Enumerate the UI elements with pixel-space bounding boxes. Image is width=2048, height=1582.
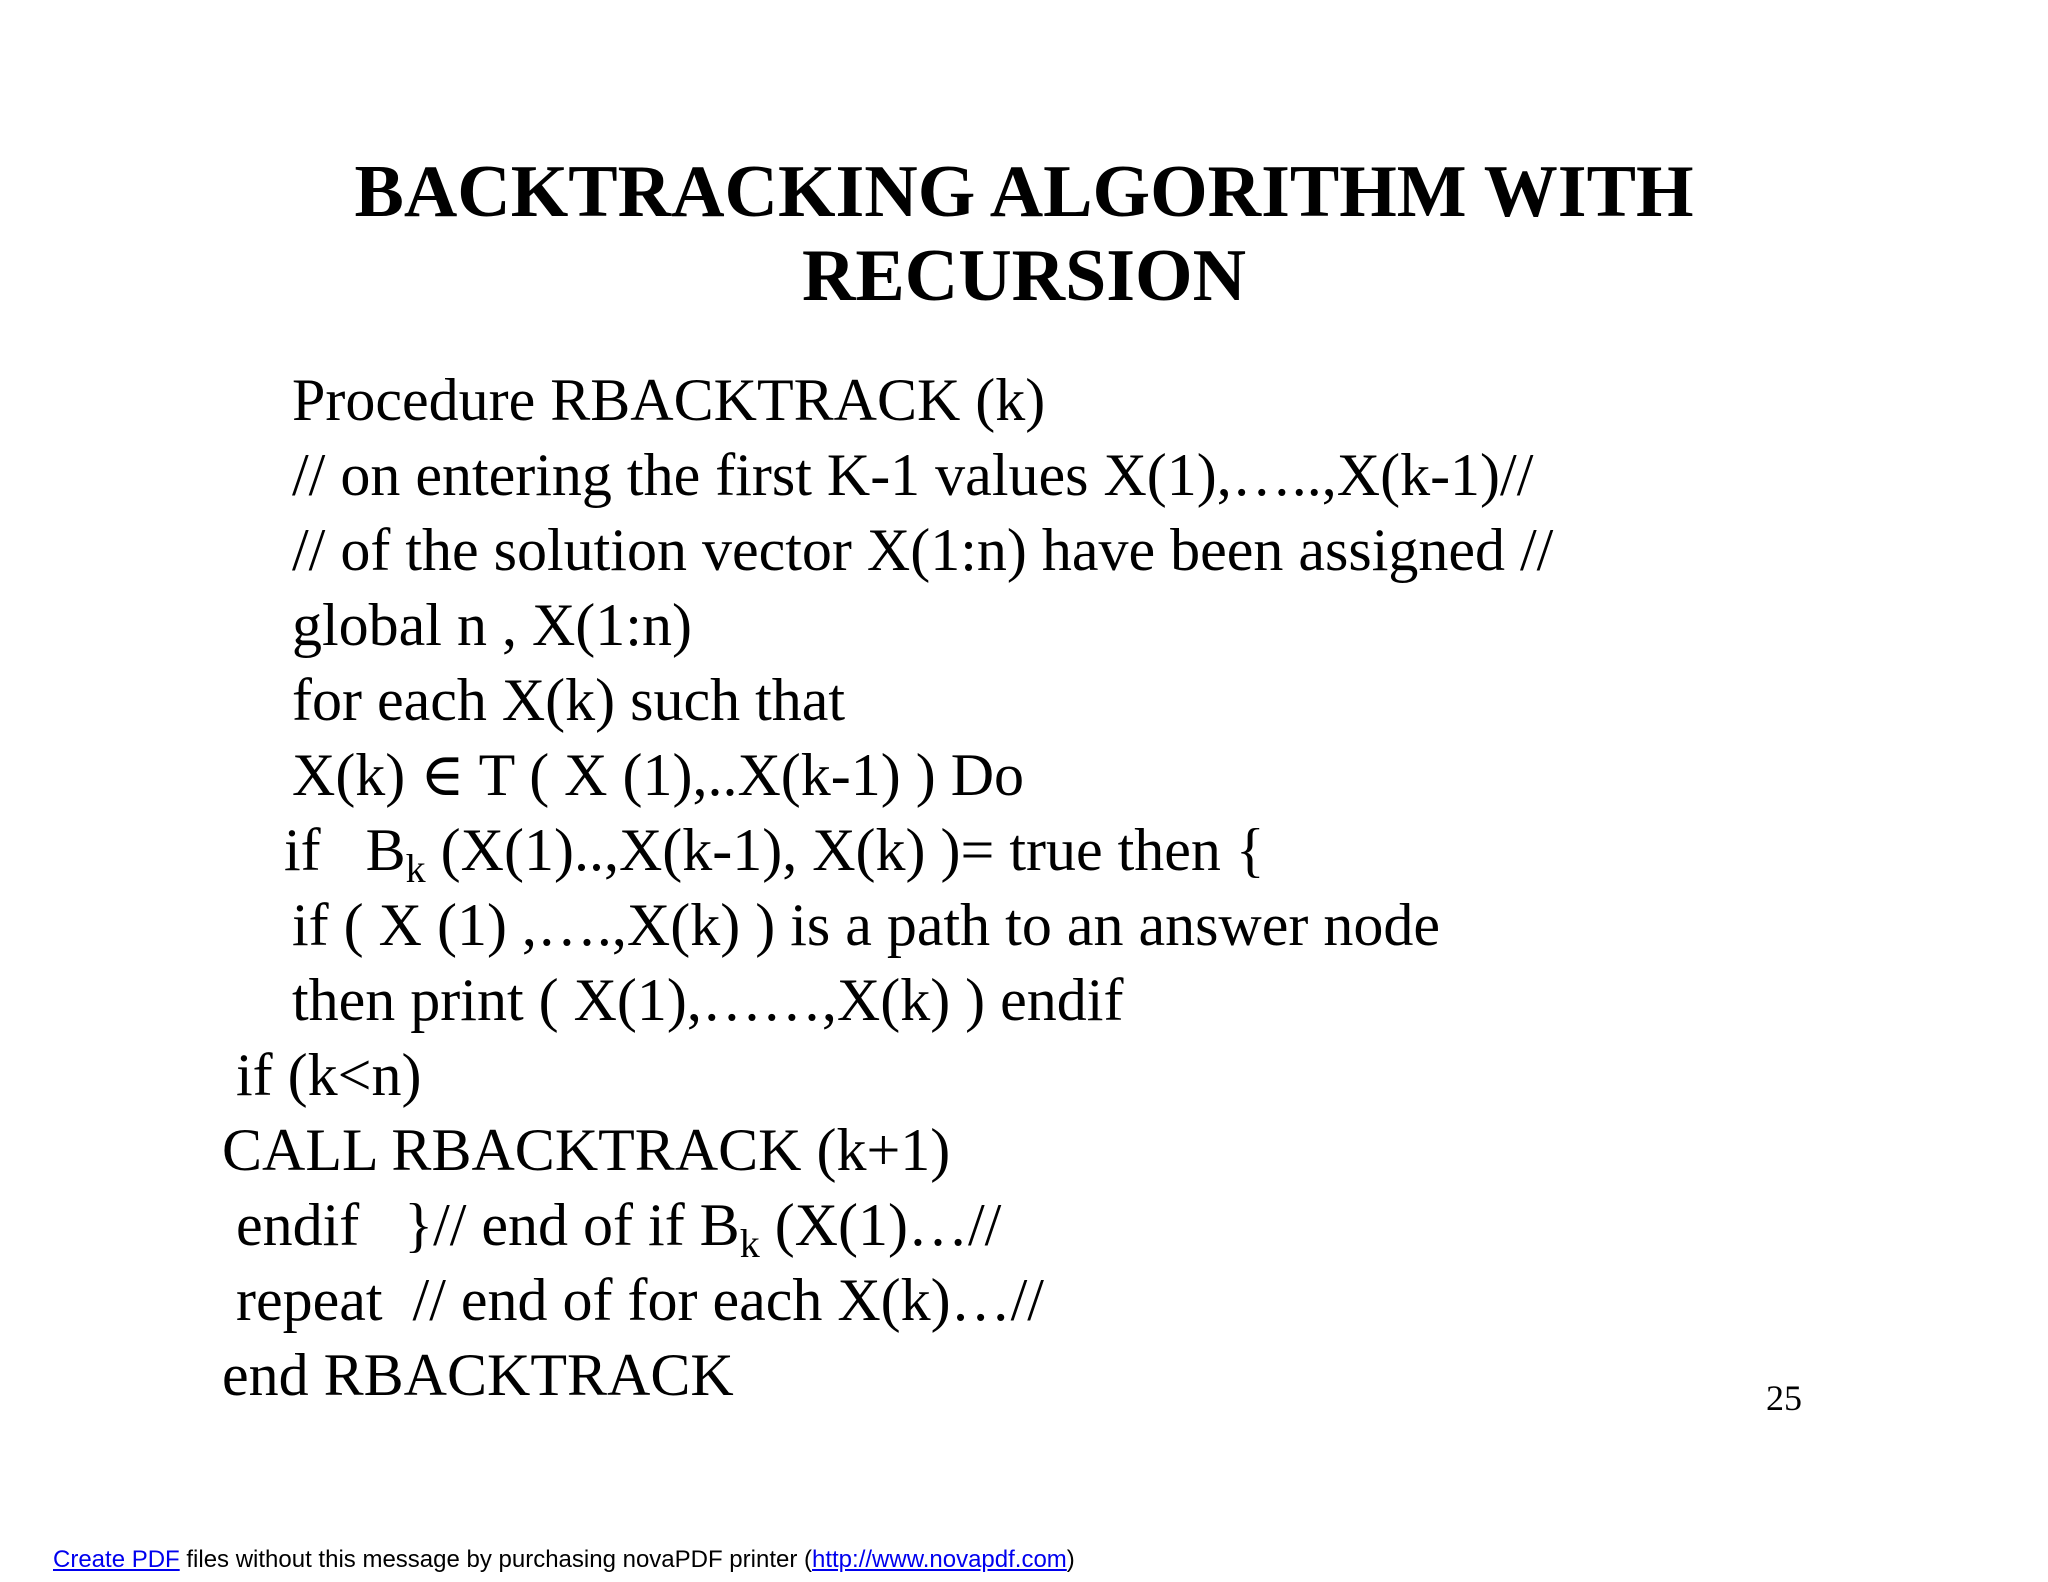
footer-notice (53, 1546, 1075, 1574)
code-line-for-each: for each X(k) such that (292, 667, 846, 733)
code-line-endif-pre: endif }// end of if B (236, 1192, 740, 1258)
slide-title (0, 150, 2048, 318)
code-line-if-bk-post: (X(1)..,X(k-1), X(k) )= true then { (425, 817, 1265, 883)
code-line-global: global n , X(1:n) (292, 592, 692, 658)
code-line-endif-post: (X(1)…// (759, 1192, 1002, 1258)
code-line-endif (236, 1190, 1002, 1266)
subscript-k: k (739, 1221, 760, 1266)
code-line-element-of: X(k) ∈ T ( X (1),..X(k-1) ) Do (292, 742, 1025, 808)
create-pdf-link[interactable]: Create PDF (53, 1546, 180, 1573)
code-line-comment-1: // on entering the first K-1 values X(1),…..,X(k-1)// (292, 442, 1534, 508)
code-line-comment-2: // of the solution vector X(1:n) have been assigned // (292, 517, 1554, 583)
title-line-2: RECURSION (801, 235, 1247, 317)
code-line-procedure: Procedure RBACKTRACK (k) (292, 367, 1046, 433)
code-line-then-print: then print ( X(1),……,X(k) ) endif (292, 967, 1124, 1033)
title-line-1: BACKTRACKING ALGORITHM WITH (354, 151, 1694, 233)
page-number: 25 (1766, 1378, 1802, 1418)
code-line-repeat: repeat // end of for each X(k)…// (236, 1267, 1044, 1333)
code-line-if-bk-pre: if B (284, 817, 406, 883)
footer-end-text: ) (1066, 1546, 1075, 1573)
code-line-end: end RBACKTRACK (222, 1342, 734, 1408)
footer-middle-text: files without this message by purchasing novaPDF printer ( (179, 1546, 812, 1573)
code-line-if-path: if ( X (1) ,….,X(k) ) is a path to an answer node (292, 892, 1440, 958)
code-line-call: CALL RBACKTRACK (k+1) (222, 1117, 951, 1183)
novapdf-url-link[interactable]: http://www.novapdf.com (812, 1546, 1067, 1573)
subscript-k: k (405, 846, 426, 891)
code-line-if-bk (284, 815, 1265, 891)
code-line-if-k-less-n: if (k<n) (236, 1042, 422, 1108)
